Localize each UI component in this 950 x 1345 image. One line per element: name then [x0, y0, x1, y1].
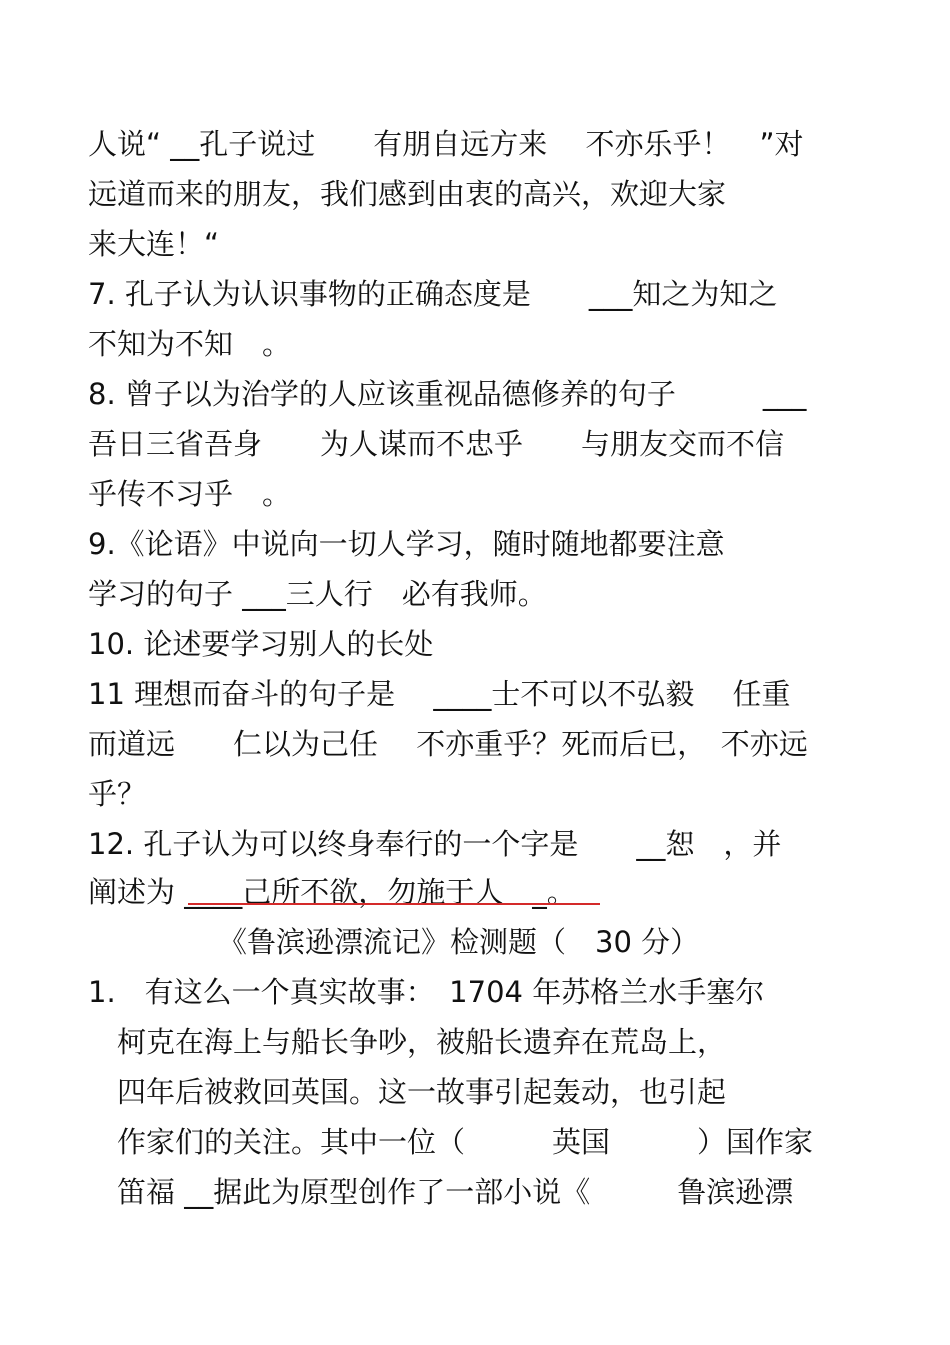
- text-line: 乎？: [88, 777, 147, 811]
- text-line: 乎传不习乎 。: [88, 477, 292, 511]
- question-12: 12. 孔子认为可以终身奉行的一个字是 __恕 ，并: [88, 827, 782, 861]
- question-9: 9.《论语》中说向一切人学习，随时随地都要注意: [88, 527, 725, 561]
- text-line: 吾日三省吾身 为人谋而不忠乎 与朋友交而不信: [88, 427, 785, 461]
- red-underline: [188, 903, 600, 905]
- text-line: 人说“ __孔子说过 有朋自远方来 不亦乐乎！ ”对: [88, 127, 804, 161]
- text-line: 远道而来的朋友，我们感到由衷的高兴，欢迎大家: [88, 177, 727, 211]
- question-10: 10. 论述要学习别人的长处: [88, 627, 434, 661]
- question-11: 11 理想而奋斗的句子是 ____士不可以不弘毅 任重: [88, 677, 791, 711]
- text-line: 阐述为 ____己所不欲，勿施于人 _。: [88, 875, 576, 909]
- text-line: 来大连！“: [88, 227, 220, 261]
- question-7: 7. 孔子认为认识事物的正确态度是 ___知之为知之: [88, 277, 778, 311]
- text-line: 学习的句子 ___三人行 必有我师。: [88, 577, 547, 611]
- question-8: 8. 曾子以为治学的人应该重视品德修养的句子 ___: [88, 377, 807, 411]
- text-line: 作家们的关注。其中一位（ 英国 ）国作家: [117, 1125, 814, 1159]
- section-question-1: 1. 有这么一个真实故事： 1704 年苏格兰水手塞尔: [88, 975, 765, 1009]
- text-line: 四年后被救回英国。这一故事引起轰动，也引起: [117, 1075, 727, 1109]
- text-line: 柯克在海上与船长争吵，被船长遗弃在荒岛上，: [117, 1025, 727, 1059]
- text-line: 不知为不知 。: [88, 327, 292, 361]
- section-title: 《鲁滨逊漂流记》检测题（ 30 分）: [218, 925, 700, 959]
- text-line: 而道远 仁以为己任 不亦重乎？死而后已， 不亦远: [88, 727, 808, 761]
- text-line: 笛福 __据此为原型创作了一部小说《 鲁滨逊漂: [117, 1175, 794, 1209]
